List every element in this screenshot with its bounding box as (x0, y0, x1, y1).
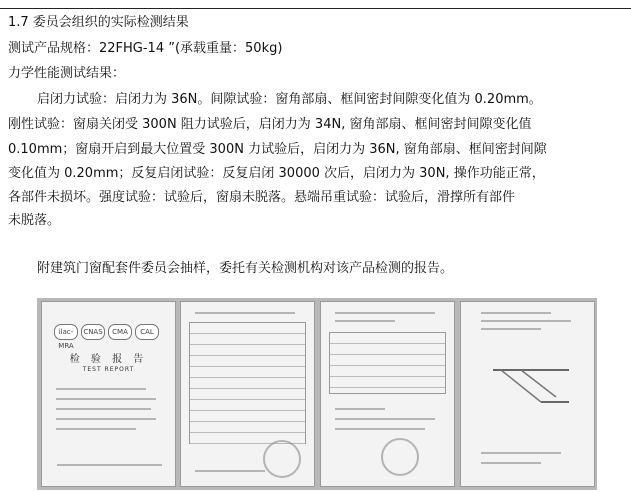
logo-ilac: ilac-MRA (54, 324, 78, 340)
result-line-6: 未脱落。 (8, 213, 61, 228)
logo-cma: CMA (108, 324, 132, 340)
result-line-2: 刚性试验：窗扇关闭受 300N 阻力试验后，启闭力为 34N, 窗角部扇、框间密封间隙变化值 (8, 117, 532, 132)
logo-cnas: CNAS (81, 324, 105, 340)
cover-logos (54, 324, 159, 350)
cover-subtitle: TEST REPORT (82, 366, 135, 373)
header-rule (0, 8, 631, 9)
report-page-2-image (180, 301, 315, 487)
report-cover-image (41, 301, 176, 487)
cover-title: 检 验 报 告 (69, 354, 148, 365)
section-heading: 1.7 委员会组织的实际检测结果 (8, 15, 189, 30)
report-page-4-image (460, 301, 595, 487)
report-note: 附建筑门窗配套件委员会抽样，委托有关检测机构对该产品检测的报告。 (37, 261, 454, 276)
result-line-5: 各部件未损坏。强度试验：试验后，窗扇未脱落。悬端吊重试验：试验后，滑撑所有部件 (8, 190, 516, 205)
stamp-icon (263, 440, 301, 478)
logo-cal: CAL (135, 324, 159, 340)
result-line-1: 启闭力试验：启闭力为 36N。间隙试验：窗角部扇、框间密封间隙变化值为 0.20mm。 (37, 92, 542, 107)
report-table (189, 322, 306, 444)
report-photos (37, 298, 597, 490)
stamp-icon (381, 438, 419, 476)
hinge-drawing-icon (491, 362, 571, 412)
result-line-4: 变化值为 0.20mm；反复启闭试验：反复启闭 30000 次后，启闭力为 30N, 操作功能正常， (8, 166, 545, 181)
product-spec: 测试产品规格：22FHG-14 ”(承载重量：50kg) (8, 41, 283, 56)
mechanical-title: 力学性能测试结果： (8, 66, 126, 81)
result-line-3: 0.10mm；窗扇开启到最大位置受 300N 力试验后，启闭力为 36N, 窗角部扇、框间密封间隙 (8, 142, 547, 157)
report-table (329, 332, 446, 394)
report-page-3-image (320, 301, 455, 487)
